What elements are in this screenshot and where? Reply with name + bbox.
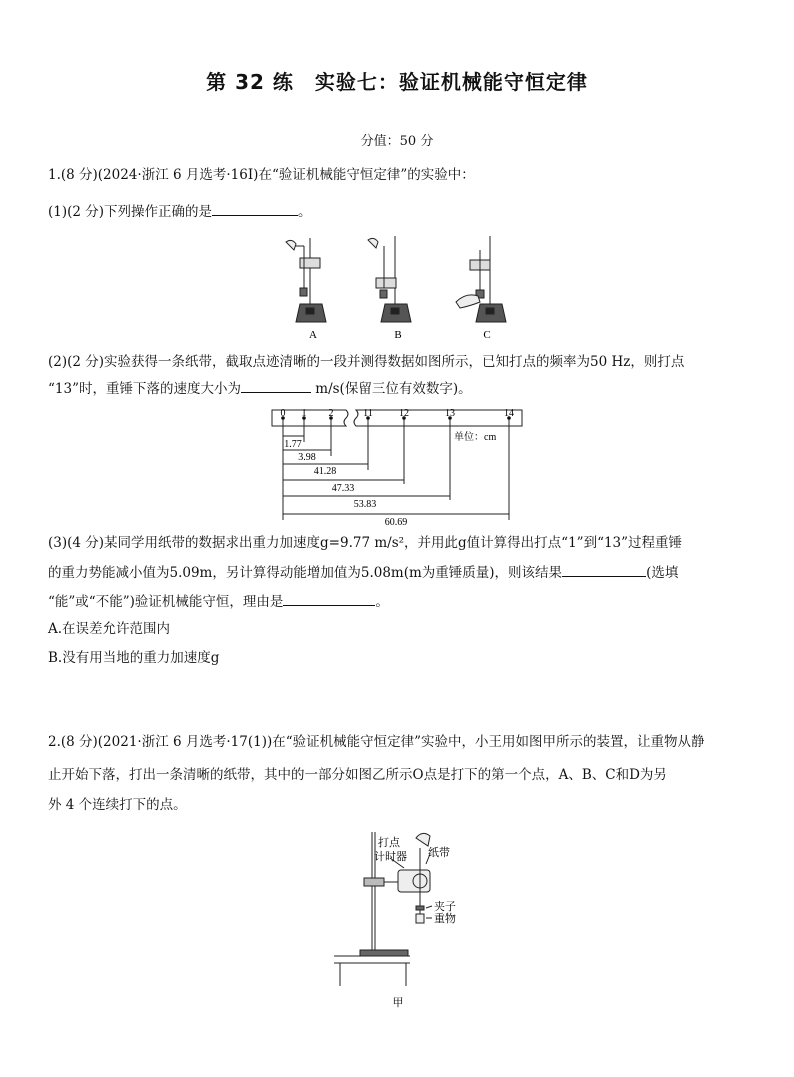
tape-dist-13: 53.83 xyxy=(353,499,377,510)
q1-part3-text-end: (选填 xyxy=(646,565,679,581)
label-timer-line1: 打点 xyxy=(378,837,400,849)
tape-dist-11: 41.28 xyxy=(313,466,337,477)
q1-part3-line2 xyxy=(48,562,678,583)
q1-part1-text: (1)(2 分)下列操作正确的是 xyxy=(48,204,213,220)
label-timer-line2: 计时器 xyxy=(374,851,407,863)
q2-line2: 止开始下落，打出一条清晰的纸带，其中的一部分如图乙所示O点是打下的第一个点，A、B、C和D为另 xyxy=(48,767,667,783)
tape-dist-12: 47.33 xyxy=(331,483,355,494)
q1-part3-text: 的重力势能减小值为5.09m，另计算得动能增加值为5.08m(m为重锤质量)，则该结果 xyxy=(48,565,563,581)
q1-part1-end: 。 xyxy=(298,204,312,220)
fig-label-c: C xyxy=(483,329,491,341)
tape-point-0: 0 xyxy=(280,408,286,419)
answer-blank-3[interactable] xyxy=(562,562,646,577)
score-line: 分值：50 分 xyxy=(360,134,434,149)
q1-part3-reason-text: “能”或“不能”)验证机械能守恒，理由是 xyxy=(48,594,284,610)
q2-line1: 2.(8 分)(2021·浙江 6 月选考·17(1))在“验证机械能守恒定律”实验中，小王用如图甲所示的装置，让重物从静 xyxy=(48,734,705,750)
q2-apparatus-figure xyxy=(330,818,470,1013)
label-weight: 重物 xyxy=(434,913,456,925)
label-clip: 夹子 xyxy=(434,901,456,913)
tape-point-1: 1 xyxy=(301,408,307,419)
q1-option-b: B.没有用当地的重力加速度g xyxy=(48,650,220,666)
tape-unit: 单位：cm xyxy=(454,432,497,443)
q1-part2-text: “13”时，重锤下落的速度大小为 xyxy=(48,381,241,397)
q1-part3-line3 xyxy=(48,591,389,612)
q1-part1 xyxy=(48,201,312,222)
tape-point-13: 13 xyxy=(445,408,455,419)
q1-option-a: A.在误差允许范围内 xyxy=(48,621,171,637)
q1-tape-figure xyxy=(268,404,530,528)
label-paper-tape: 纸带 xyxy=(428,847,450,859)
answer-blank-4[interactable] xyxy=(283,591,375,606)
figure-caption-jia: 甲 xyxy=(392,997,404,1009)
q1-part3-reason-end: 。 xyxy=(375,594,389,610)
q1-part3-line1: (3)(4 分)某同学用纸带的数据求出重力加速度g=9.77 m/s²，并用此g值计算得出打点“1”到“13”过程重锤 xyxy=(48,535,683,551)
tape-point-14: 14 xyxy=(504,408,514,419)
q1-setup-figure xyxy=(280,232,520,344)
page-title: 第 32 练 实验七：验证机械能守恒定律 xyxy=(206,70,588,94)
q2-line3: 外 4 个连续打下的点。 xyxy=(48,797,187,813)
q1-part2-end: m/s(保留三位有效数字)。 xyxy=(310,381,472,397)
q1-part2-line2 xyxy=(48,378,472,399)
tape-dist-2: 3.98 xyxy=(298,452,316,463)
q1-part2-line1: (2)(2 分)实验获得一条纸带，截取点迹清晰的一段并测得数据如图所示，已知打点的频率为50 Hz，则打点 xyxy=(48,354,685,370)
fig-label-a: A xyxy=(309,329,317,341)
tape-point-11: 11 xyxy=(363,408,373,419)
tape-point-2: 2 xyxy=(328,408,334,419)
fig-label-b: B xyxy=(394,329,402,341)
answer-blank-2[interactable] xyxy=(241,378,311,393)
tape-point-12: 12 xyxy=(399,408,409,419)
answer-blank-1[interactable] xyxy=(212,201,298,216)
q1-stem: 1.(8 分)(2024·浙江 6 月选考·16Ⅰ)在“验证机械能守恒定律”的实验中： xyxy=(48,167,475,183)
tape-dist-14: 60.69 xyxy=(384,517,408,528)
tape-dist-1: 1.77 xyxy=(284,439,302,450)
